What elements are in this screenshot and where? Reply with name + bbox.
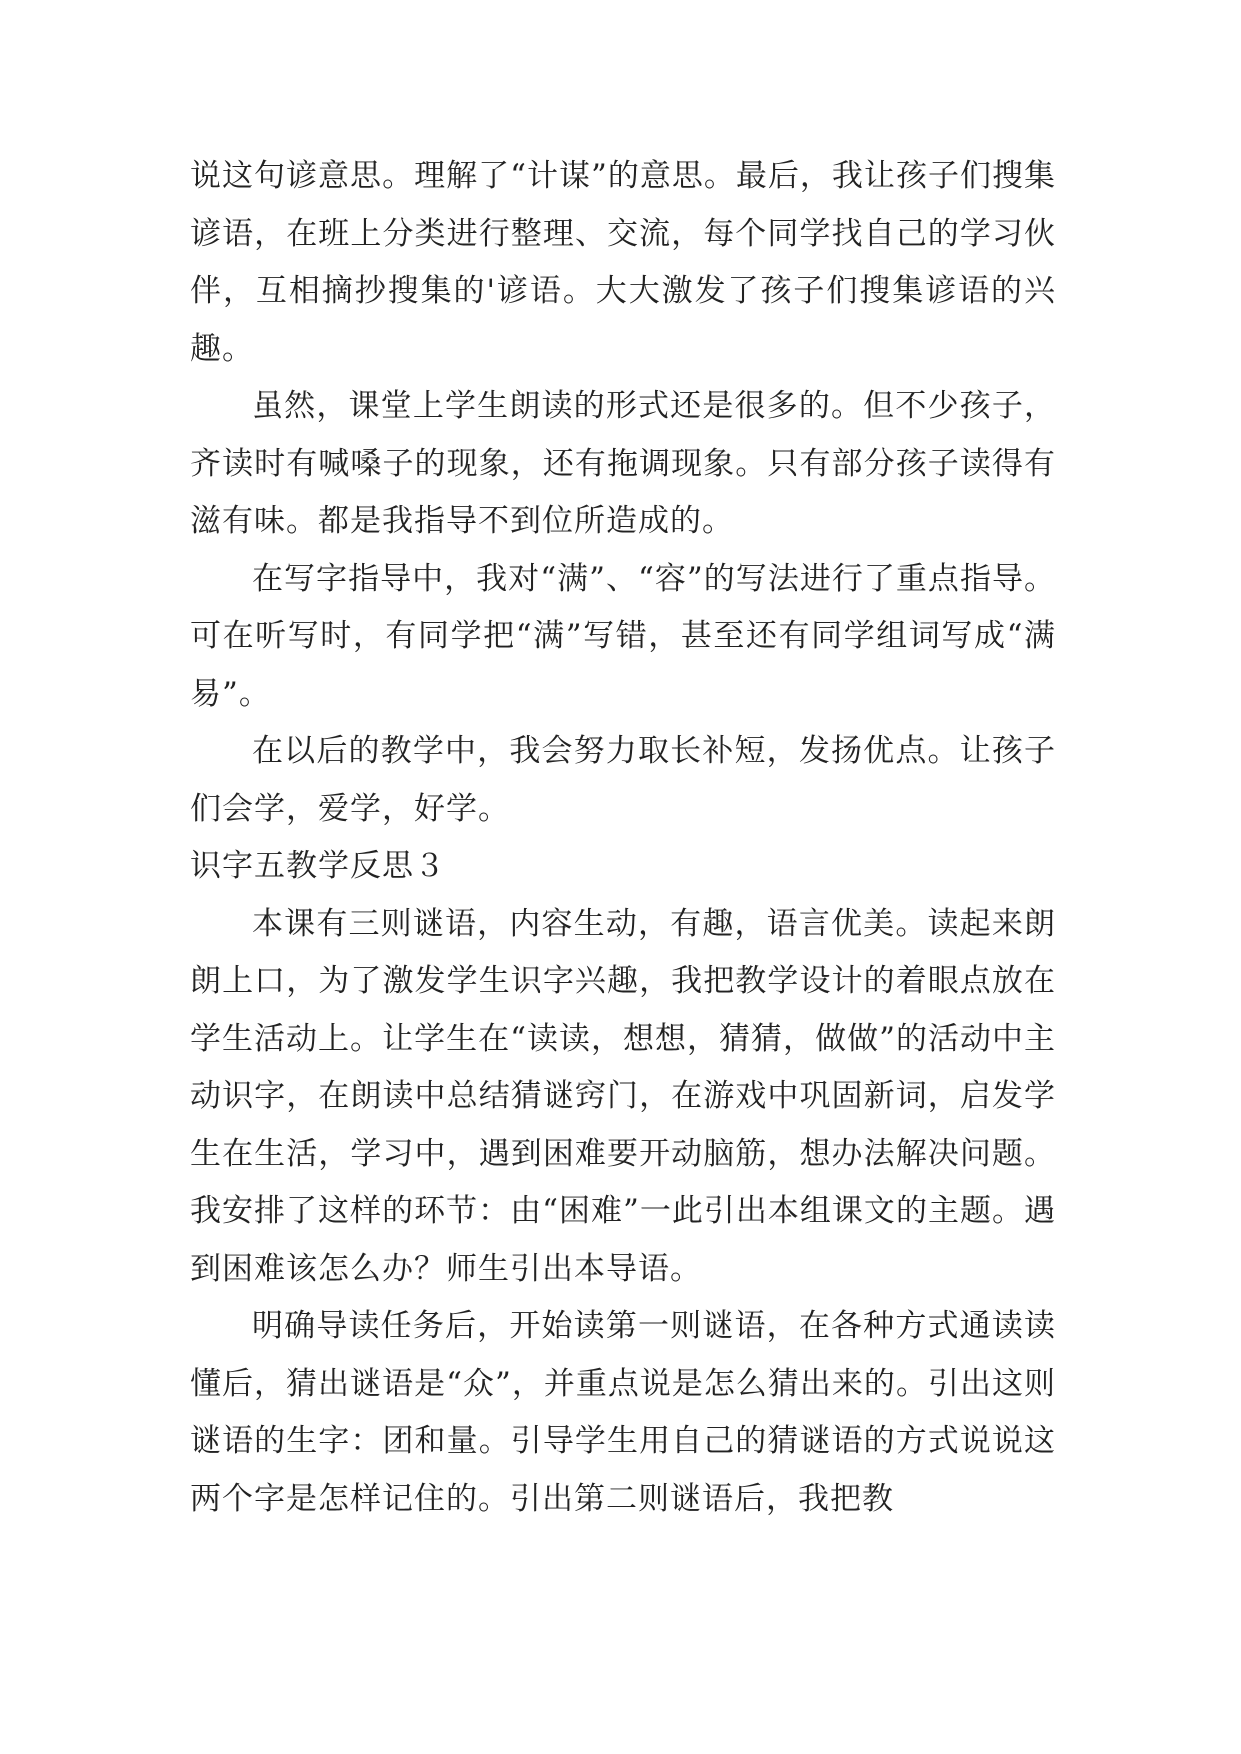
paragraph: 在以后的教学中，我会努力取长补短，发扬优点。让孩子们会学，爱学，好学。 — [190, 733, 1056, 827]
paragraph: 明确导读任务后，开始读第一则谜语，在各种方式通读读懂后，猜出谜语是“众”，并重点说是怎么猜出来的。引出这则谜语的生字：团和量。引导学生用自己的猜谜语的方式说说这两个字是怎样记住的。引出第二则谜语后，我把教 — [190, 1308, 1056, 1517]
document-body — [190, 148, 1056, 1528]
paragraph: 本课有三则谜语，内容生动，有趣，语言优美。读起来朗朗上口，为了激发学生识字兴趣，我把教学设计的着眼点放在学生活动上。让学生在“读读，想想，猜猜，做做”的活动中主动识字，在朗读中总结猜谜窍门，在游戏中巩固新词，启发学生在生活，学习中，遇到困难要开动脑筋，想办法解决问题。我安排了这样的环节：由“困难”一此引出本组课文的主题。遇到困难该怎么办？师生引出本导语。 — [190, 905, 1056, 1287]
paragraph: 虽然，课堂上学生朗读的形式还是很多的。但不少孩子，齐读时有喊嗓子的现象，还有拖调现象。只有部分孩子读得有滋有味。都是我指导不到位所造成的。 — [190, 388, 1056, 539]
section-heading: 识字五教学反思３ — [190, 848, 446, 884]
paragraph-continuation: 说这句谚意思。理解了“计谋”的意思。最后，我让孩子们搜集谚语，在班上分类进行整理、交流，每个同学找自己的学习伙伴，互相摘抄搜集的'谚语。大大激发了孩子们搜集谚语的兴趣。 — [190, 158, 1056, 367]
paragraph: 在写字指导中，我对“满”、“容”的写法进行了重点指导。可在听写时，有同学把“满”写错，甚至还有同学组词写成“满易”。 — [190, 560, 1056, 712]
